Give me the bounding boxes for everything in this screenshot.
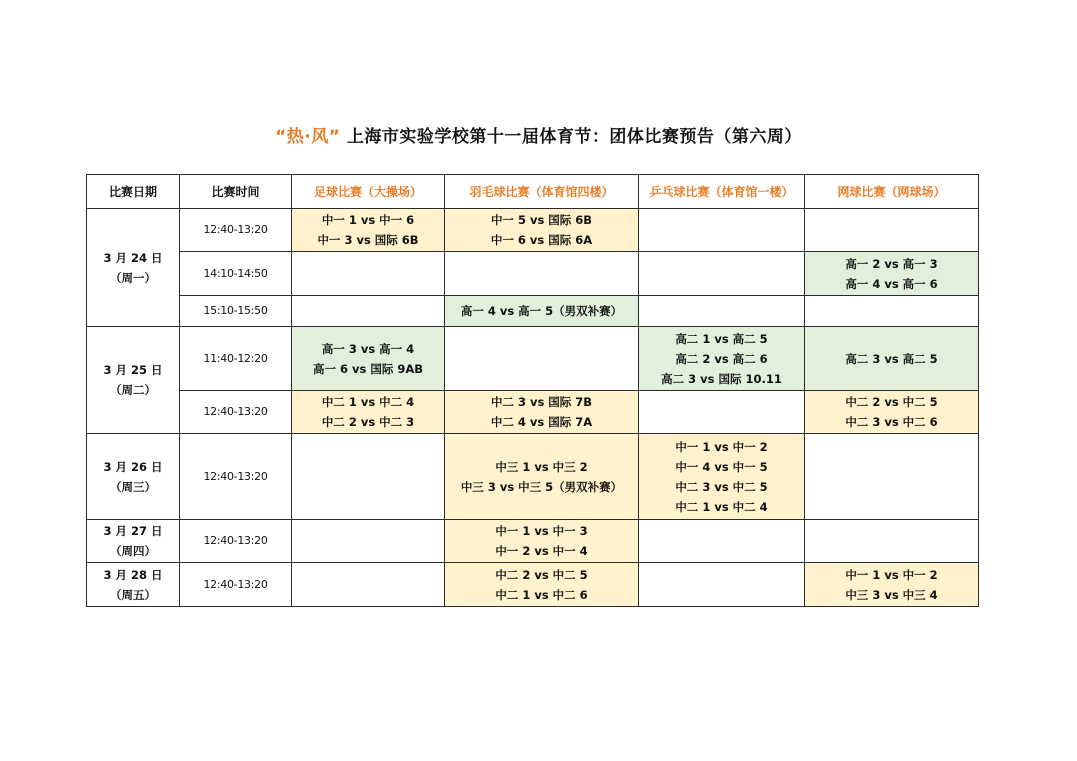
date-text: 3 月 27 日 bbox=[103, 524, 163, 538]
title-main: 上海市实验学校第十一届体育节：团体比赛预告（第六周） bbox=[340, 127, 802, 147]
match-line: 中二 2 vs 中二 5 bbox=[845, 395, 938, 409]
header-row bbox=[87, 175, 979, 209]
match-line: 中二 3 vs 中二 5 bbox=[675, 479, 768, 494]
match-line: 高一 2 vs 高一 3 bbox=[845, 256, 938, 271]
match-line: 中二 3 vs 国际 7B bbox=[490, 395, 593, 409]
table-row bbox=[87, 563, 979, 607]
tennis-cell bbox=[805, 327, 979, 391]
match-line: 中三 3 vs 中三 5（男双补赛） bbox=[460, 479, 623, 494]
badminton-cell bbox=[445, 391, 639, 434]
match-line: 中一 3 vs 国际 6B bbox=[317, 233, 419, 247]
tennis-cell bbox=[805, 563, 979, 607]
match-line: 中一 1 vs 中一 2 bbox=[675, 439, 768, 454]
page-title bbox=[0, 122, 1077, 147]
match-line: 高一 3 vs 高一 4 bbox=[321, 341, 415, 356]
match-line: 中一 1 vs 中一 3 bbox=[495, 524, 588, 538]
schedule-table bbox=[86, 174, 979, 607]
match-line: 中二 2 vs 中二 5 bbox=[495, 567, 588, 582]
table-row bbox=[87, 209, 979, 252]
tennis-cell bbox=[805, 296, 979, 327]
date-cell bbox=[87, 520, 180, 563]
football-cell bbox=[292, 520, 445, 563]
match-line: 高一 4 vs 高一 5（男双补赛） bbox=[460, 304, 623, 318]
football-cell bbox=[292, 296, 445, 327]
time-cell: 12:40-13:20 bbox=[180, 520, 292, 563]
date-text: 3 月 28 日 bbox=[103, 567, 163, 582]
match-line: 中一 1 vs 中一 2 bbox=[845, 567, 938, 582]
weekday-text: （周二） bbox=[110, 383, 156, 397]
badminton-cell bbox=[445, 209, 639, 252]
header-pingpong: 乒乓球比赛（体育馆一楼） bbox=[639, 175, 805, 209]
date-cell bbox=[87, 434, 180, 520]
match-line: 中一 5 vs 国际 6B bbox=[490, 213, 593, 227]
football-cell bbox=[292, 327, 445, 391]
table-row bbox=[87, 520, 979, 563]
header-tennis: 网球比赛（网球场） bbox=[805, 175, 979, 209]
badminton-cell bbox=[445, 563, 639, 607]
badminton-cell bbox=[445, 327, 639, 391]
weekday-text: （周三） bbox=[110, 479, 156, 494]
pingpong-cell bbox=[639, 391, 805, 434]
match-line: 高一 4 vs 高一 6 bbox=[845, 276, 938, 291]
tennis-cell bbox=[805, 252, 979, 296]
header-date: 比赛日期 bbox=[87, 175, 180, 209]
schedule-body bbox=[87, 209, 979, 607]
time-cell: 15:10-15:50 bbox=[180, 296, 292, 327]
header-badminton: 羽毛球比赛（体育馆四楼） bbox=[445, 175, 639, 209]
weekday-text: （周一） bbox=[110, 270, 156, 285]
date-cell bbox=[87, 563, 180, 607]
match-line: 中二 1 vs 中二 4 bbox=[321, 395, 415, 409]
pingpong-cell bbox=[639, 209, 805, 252]
match-line: 中一 1 vs 中一 6 bbox=[321, 213, 415, 227]
tennis-cell bbox=[805, 391, 979, 434]
match-line: 高二 3 vs 高二 5 bbox=[845, 351, 938, 366]
table-row bbox=[87, 252, 979, 296]
tennis-cell bbox=[805, 434, 979, 520]
football-cell bbox=[292, 209, 445, 252]
date-text: 3 月 24 日 bbox=[103, 250, 163, 265]
match-line: 中一 4 vs 中一 5 bbox=[675, 459, 768, 474]
badminton-cell bbox=[445, 520, 639, 563]
match-line: 高一 6 vs 国际 9AB bbox=[312, 361, 424, 376]
tennis-cell bbox=[805, 520, 979, 563]
match-line: 中三 1 vs 中三 2 bbox=[495, 459, 588, 474]
date-cell bbox=[87, 327, 180, 434]
weekday-text: （周四） bbox=[110, 544, 156, 558]
football-cell bbox=[292, 434, 445, 520]
badminton-cell bbox=[445, 296, 639, 327]
football-cell bbox=[292, 391, 445, 434]
tennis-cell bbox=[805, 209, 979, 252]
time-cell: 12:40-13:20 bbox=[180, 563, 292, 607]
match-line: 高二 3 vs 国际 10.11 bbox=[661, 371, 782, 386]
title-accent: “热·风” bbox=[275, 127, 341, 147]
header-football: 足球比赛（大操场） bbox=[292, 175, 445, 209]
header-time: 比赛时间 bbox=[180, 175, 292, 209]
pingpong-cell bbox=[639, 563, 805, 607]
weekday-text: （周五） bbox=[110, 587, 156, 602]
badminton-cell bbox=[445, 252, 639, 296]
match-line: 中二 1 vs 中二 4 bbox=[675, 499, 768, 514]
table-row bbox=[87, 296, 979, 327]
time-cell: 14:10-14:50 bbox=[180, 252, 292, 296]
pingpong-cell bbox=[639, 252, 805, 296]
match-line: 中一 6 vs 国际 6A bbox=[490, 233, 593, 247]
match-line: 中二 3 vs 中二 6 bbox=[845, 415, 938, 429]
date-text: 3 月 26 日 bbox=[103, 459, 163, 474]
badminton-cell bbox=[445, 434, 639, 520]
pingpong-cell bbox=[639, 296, 805, 327]
table-row bbox=[87, 434, 979, 520]
match-line: 中三 3 vs 中三 4 bbox=[845, 587, 938, 602]
pingpong-cell bbox=[639, 434, 805, 520]
date-cell bbox=[87, 209, 180, 327]
match-line: 高二 1 vs 高二 5 bbox=[675, 331, 768, 346]
time-cell: 11:40-12:20 bbox=[180, 327, 292, 391]
time-cell: 12:40-13:20 bbox=[180, 209, 292, 252]
date-text: 3 月 25 日 bbox=[103, 363, 163, 377]
time-cell: 12:40-13:20 bbox=[180, 391, 292, 434]
football-cell bbox=[292, 563, 445, 607]
time-cell: 12:40-13:20 bbox=[180, 434, 292, 520]
football-cell bbox=[292, 252, 445, 296]
table-row bbox=[87, 391, 979, 434]
match-line: 中二 2 vs 中二 3 bbox=[321, 415, 415, 429]
match-line: 中一 2 vs 中一 4 bbox=[495, 544, 588, 558]
match-line: 中二 1 vs 中二 6 bbox=[495, 587, 588, 602]
pingpong-cell bbox=[639, 327, 805, 391]
table-row bbox=[87, 327, 979, 391]
match-line: 高二 2 vs 高二 6 bbox=[675, 351, 768, 366]
pingpong-cell bbox=[639, 520, 805, 563]
match-line: 中二 4 vs 国际 7A bbox=[490, 415, 593, 429]
